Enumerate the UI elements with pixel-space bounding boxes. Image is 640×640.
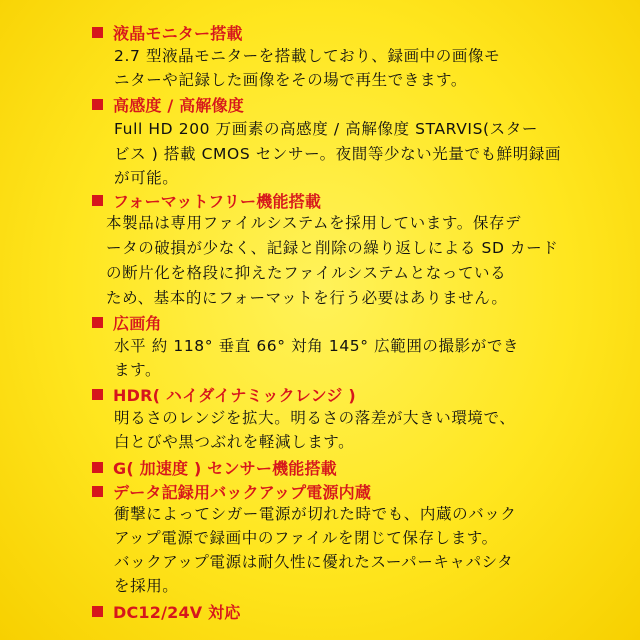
square-bullet-icon xyxy=(92,606,103,617)
square-bullet-icon xyxy=(92,486,103,497)
section-heading-lcd xyxy=(92,20,243,44)
square-bullet-icon xyxy=(92,389,103,400)
section-heading-dc-voltage xyxy=(92,599,241,623)
body-line: バックアップ電源は耐久性に優れたスーパーキャパシタ xyxy=(114,553,514,571)
body-line: 衝撃によってシガー電源が切れた時でも、内蔵のバック xyxy=(114,505,517,523)
section-heading-format-free xyxy=(92,188,321,212)
body-line: 2.7 型液晶モニターを搭載しており、録画中の画像モ xyxy=(114,47,501,65)
body-line: ます。 xyxy=(114,361,162,379)
section-heading-text: 液晶モニター搭載 xyxy=(113,23,243,43)
body-line: が可能。 xyxy=(114,169,179,187)
square-bullet-icon xyxy=(92,462,103,473)
section-heading-hdr xyxy=(92,382,356,406)
section-heading-backup-power xyxy=(92,479,371,503)
body-line: アップ電源で録画中のファイルを閉じて保存します。 xyxy=(114,529,498,547)
body-line: ビス ) 搭載 CMOS センサー。夜間等少ない光量でも鮮明録画 xyxy=(114,145,562,163)
section-heading-g-sensor xyxy=(92,455,337,479)
body-line: ータの破損が少なく、記録と削除の繰り返しによる SD カード xyxy=(106,239,559,257)
section-heading-text: G( 加速度 ) センサー機能搭載 xyxy=(113,458,337,478)
section-heading-text: 高感度 / 高解像度 xyxy=(113,95,244,115)
square-bullet-icon xyxy=(92,317,103,328)
body-line: Full HD 200 万画素の高感度 / 高解像度 STARVIS(スター xyxy=(114,120,538,138)
body-line: ニターや記録した画像をその場で再生できます。 xyxy=(114,71,467,89)
body-line: ため、基本的にフォーマットを行う必要はありません。 xyxy=(106,289,508,307)
body-line: 水平 約 118° 垂直 66° 対角 145° 広範囲の撮影ができ xyxy=(114,337,520,355)
body-line: 明るさのレンジを拡大。明るさの落差が大きい環境で、 xyxy=(114,409,516,427)
body-line: の断片化を格段に抑えたファイルシステムとなっている xyxy=(106,264,507,282)
section-heading-text: 広画角 xyxy=(113,313,162,333)
square-bullet-icon xyxy=(92,195,103,206)
section-heading-text: フォーマットフリー機能搭載 xyxy=(113,191,322,211)
body-line: 白とびや黒つぶれを軽減します。 xyxy=(114,433,355,451)
section-heading-sensitivity xyxy=(92,92,244,116)
square-bullet-icon xyxy=(92,99,103,110)
section-heading-text: HDR( ハイダイナミックレンジ ) xyxy=(113,385,356,405)
body-line: を採用。 xyxy=(114,577,179,595)
section-heading-text: データ記録用バックアップ電源内蔵 xyxy=(113,482,372,502)
body-line: 本製品は専用ファイルシステムを採用しています。保存デ xyxy=(106,214,522,232)
section-heading-text: DC12/24V 対応 xyxy=(113,602,241,622)
section-heading-wide-angle xyxy=(92,310,162,334)
square-bullet-icon xyxy=(92,27,103,38)
